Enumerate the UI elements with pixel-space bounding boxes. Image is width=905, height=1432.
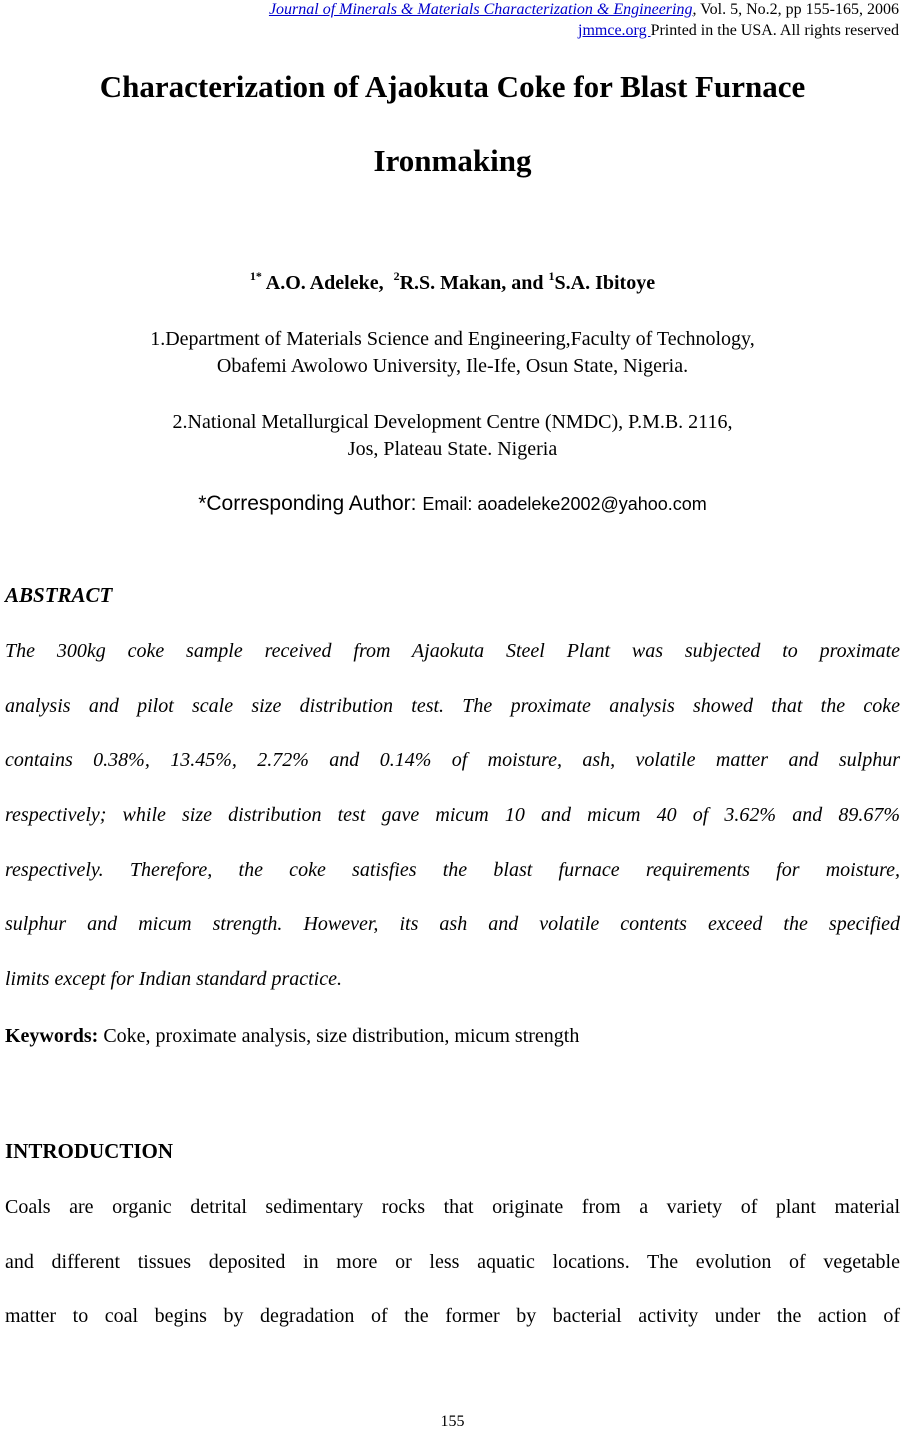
corresponding-label: *Corresponding Author: — [198, 492, 423, 515]
affiliation-2-line-2: Jos, Plateau State. Nigeria — [347, 438, 558, 460]
introduction-heading: INTRODUCTION — [5, 1139, 174, 1163]
introduction-line: Coals are organic detrital sedimentary rocks that originate from a variety of plant material — [5, 1196, 900, 1218]
author-2-name: R.S. Makan, and — [399, 272, 549, 294]
abstract-line: The 300kg coke sample received from Ajaokuta Steel Plant was subjected to proximate — [5, 640, 900, 662]
site-link[interactable]: jmmce.org — [578, 22, 651, 39]
abstract-line: limits except for Indian standard practice. — [5, 968, 342, 991]
page-number: 155 — [440, 1413, 465, 1430]
abstract-body — [5, 624, 900, 1007]
abstract-line: respectively. Therefore, the coke satisfies the blast furnace requirements for moisture, — [5, 858, 900, 881]
affiliation-1-line-2: Obafemi Awolowo University, Ile-Ife, Osun State, Nigeria. — [216, 355, 689, 377]
corresponding-author — [0, 492, 905, 516]
introduction-line: and different tissues deposited in more or less aquatic locations. The evolution of vegetable — [5, 1250, 900, 1273]
author-1-sup: 1* — [249, 269, 262, 283]
author-3-name: S.A. Ibitoye — [554, 272, 656, 294]
keywords-label: Keywords: — [5, 1025, 99, 1047]
rights-text: Printed in the USA. All rights reserved — [650, 22, 899, 39]
abstract-line: respectively; while size distribution test gave micum 10 and micum 40 of 3.62% and 89.67% — [5, 804, 900, 827]
affiliation-2 — [0, 409, 905, 463]
author-2-sup: 2 — [393, 269, 400, 283]
author-3-sup: 1 — [548, 269, 555, 283]
affiliation-1 — [0, 326, 905, 380]
affiliation-1-line-1: 1.Department of Materials Science and Engineering,Faculty of Technology, — [150, 328, 755, 350]
introduction-line: matter to coal begins by degradation of the former by bacterial activity under the action of — [5, 1305, 900, 1328]
corresponding-email: Email: aoadeleke2002@yahoo.com — [422, 494, 707, 514]
author-1-name: A.O. Adeleke, — [261, 272, 394, 294]
journal-link[interactable]: Journal of Minerals & Materials Characterization & Engineering — [268, 1, 693, 18]
keywords — [5, 1022, 579, 1050]
abstract-line: sulphur and micum strength. However, its ash and volatile contents exceed the specified — [5, 913, 900, 936]
author-list — [0, 268, 905, 298]
introduction-body — [5, 1180, 900, 1344]
paper-title-line-1: Characterization of Ajaokuta Coke for Blast Furnace — [99, 69, 806, 104]
journal-header-line-2 — [578, 20, 899, 42]
affiliation-2-line-1: 2.National Metallurgical Development Centre (NMDC), P.M.B. 2116, — [172, 411, 733, 433]
abstract-heading: ABSTRACT — [5, 583, 113, 607]
paper-title-line-2: Ironmaking — [373, 143, 532, 178]
keywords-text: Coke, proximate analysis, size distribution, micum strength — [98, 1025, 580, 1047]
journal-volume: , Vol. 5, No.2, pp 155-165, 2006 — [692, 1, 899, 18]
journal-header-line-1 — [269, 0, 899, 21]
abstract-line: contains 0.38%, 13.45%, 2.72% and 0.14% of moisture, ash, volatile matter and sulphur — [5, 749, 900, 772]
abstract-line: analysis and pilot scale size distribution test. The proximate analysis showed that the coke — [5, 694, 900, 717]
